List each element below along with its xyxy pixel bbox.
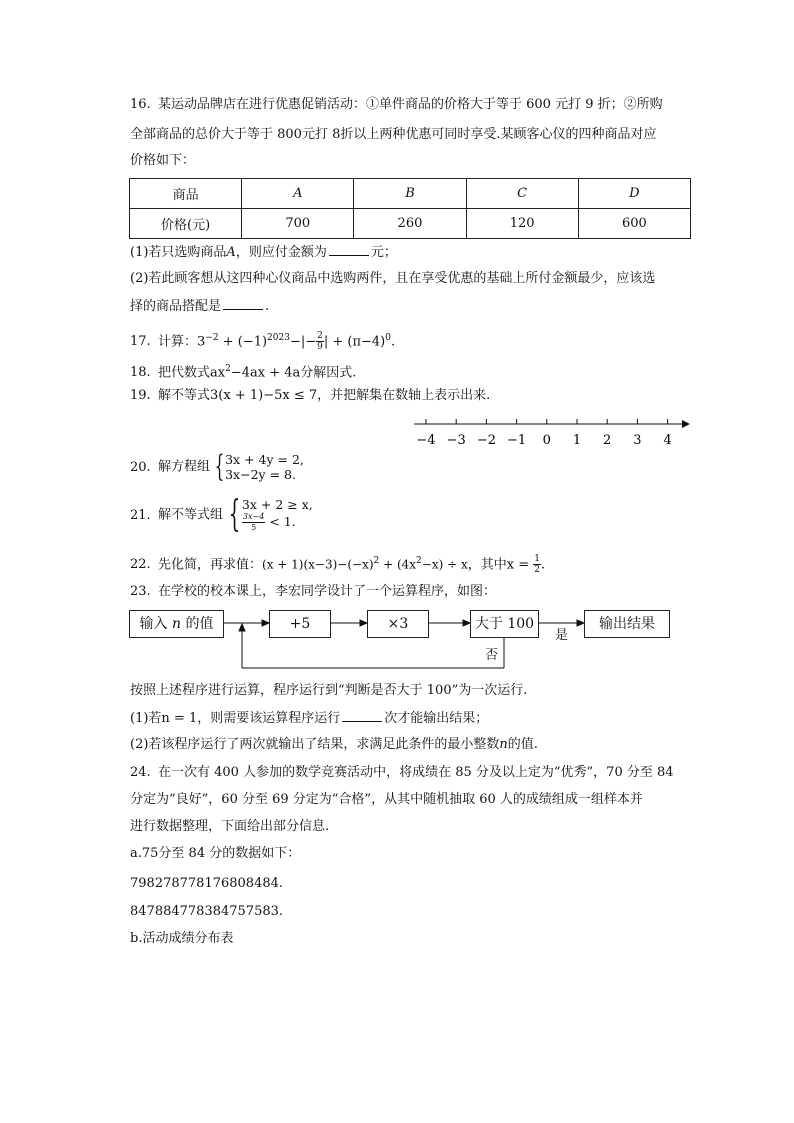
flow-plus5-box: +5 — [269, 610, 331, 638]
q17: 17. 计算：$3^{-2} + (-1)^{2023}-|-$ $\frac{2}{9}| + (\pi-4)^0$. — [130, 331, 396, 353]
table-cell: 600 — [578, 209, 690, 239]
number-line-label: 0 — [542, 433, 551, 448]
brace: { — [214, 449, 225, 484]
number-line-arrow — [682, 420, 690, 428]
flow-times3-box: ×3 — [367, 610, 429, 638]
q23-desc: 按照上述程序进行运算，程序运行到“判断是否大于 100”为一次运行. — [130, 683, 528, 698]
table-cell: A — [242, 179, 354, 209]
flow-output-box: 输出结果 — [584, 610, 670, 638]
price-table-row — [130, 209, 691, 239]
answer-blank — [223, 297, 263, 310]
q16-number: 16. — [130, 97, 151, 112]
table-cell: 120 — [466, 209, 578, 239]
q24-b-label: b.活动成绩分布表 — [130, 931, 234, 946]
table-cell: C — [466, 179, 578, 209]
q16-line1: 16. 某运动品牌店在进行优惠促销活动：①单件商品的价格大于等于 600 元打 9 折；②所购 — [130, 97, 663, 112]
price-table — [129, 178, 691, 239]
q16-sub1: (1)若只选购商品A，则应付金额为 元； — [130, 245, 397, 260]
answer-blank — [342, 709, 382, 722]
q18: 18. 把代数式$ax^2-4ax + 4a$分解因式. — [130, 364, 357, 381]
q24-data1: 798278778176808484. — [130, 876, 284, 891]
table-cell: 商品 — [130, 179, 242, 209]
table-cell: 700 — [242, 209, 354, 239]
table-cell: B — [354, 179, 466, 209]
q23-intro: 23. 在学校的校本课上，李宏同学设计了一个运算程序，如图： — [130, 584, 497, 599]
number-line-label: −3 — [446, 433, 466, 448]
flowchart — [127, 604, 677, 674]
q23-sub1: (1)若n = 1，则需要该运算程序运行 次才能输出结果； — [130, 711, 489, 726]
q24-data2: 847884778384757583. — [130, 904, 284, 919]
number-line-label: 2 — [603, 433, 612, 448]
price-table-header — [130, 179, 691, 209]
table-cell: D — [578, 179, 690, 209]
q22: 22. 先化简，再求值：$(x + 1)(x-3)-(-x)^2 + (4x^2-x) \div x$，其中x = $\frac{1}{2}$. — [130, 554, 546, 576]
table-cell: 价格(元) — [130, 209, 242, 239]
q24-a-label: a.75分至 84 分的数据如下： — [130, 846, 301, 861]
number-line — [410, 414, 700, 454]
q24-line1: 24. 在一次有 400 人参加的数学竞赛活动中，将成绩在 85 分及以上定为“优秀”，70 分至 84 — [130, 765, 674, 780]
number-line-ticks — [416, 419, 671, 448]
q19: 19. 解不等式3(x + 1)−5x ≤ 7，并把解集在数轴上表示出来. — [130, 388, 491, 403]
q16-sub2-line1: (2)若此顾客想从这四种心仪商品中选购两件，且在享受优惠的基础上所付金额最少，应该选 — [130, 271, 656, 286]
q23-sub2: (2)若该程序运行了两次就输出了结果，求满足此条件的最小整数n的值. — [130, 737, 538, 752]
inequality-system: 3x + 2 ≥ x, $\frac{3x-4}{5} < 1$. — [241, 497, 313, 532]
equation-system: 3x + 4y = 2, 3x−2y = 8. — [225, 452, 304, 482]
fraction: $\frac{3x-4}{5}$ — [242, 512, 265, 532]
flow-input-box: 输入 n 的值 — [129, 610, 224, 638]
answer-blank — [329, 243, 369, 256]
number-line-label: 1 — [572, 433, 582, 448]
q16-line2: 全部商品的总价大于等于 800元打 8折以上两种优惠可同时享受.某顾客心仪的四种商品对应 — [130, 127, 657, 142]
number-line-label: 4 — [663, 433, 672, 448]
flow-yes-label: 是 — [555, 628, 569, 643]
flow-judge-box: 大于 100 — [470, 610, 539, 638]
q20: 20. 解方程组 {3x + 4y = 2, 3x−2y = 8. — [130, 449, 304, 484]
number-line-label: −4 — [416, 433, 436, 448]
table-cell: 260 — [354, 209, 466, 239]
fraction: $\frac{2}{9}$ — [317, 331, 323, 353]
fraction: $\frac{1}{2}$ — [534, 554, 540, 576]
flow-no-label: 否 — [485, 648, 499, 663]
number-line-label: −2 — [476, 433, 496, 448]
q16-sub2-line2: 择的商品搭配是 . — [130, 299, 270, 314]
brace: { — [228, 494, 241, 535]
q24-line2: 分定为“良好”，60 分至 69 分定为“合格”，从其中随机抽取 60 人的成绩组成一组样本并 — [130, 792, 643, 807]
q21: 21. 解不等式组 { 3x + 2 ≥ x, $\frac{3x-4}{5} < 1$. — [130, 494, 313, 535]
q16-line3: 价格如下： — [130, 153, 196, 168]
number-line-label: −1 — [507, 433, 527, 448]
q24-line3: 进行数据整理，下面给出部分信息. — [130, 819, 330, 834]
number-line-label: 3 — [633, 433, 642, 448]
